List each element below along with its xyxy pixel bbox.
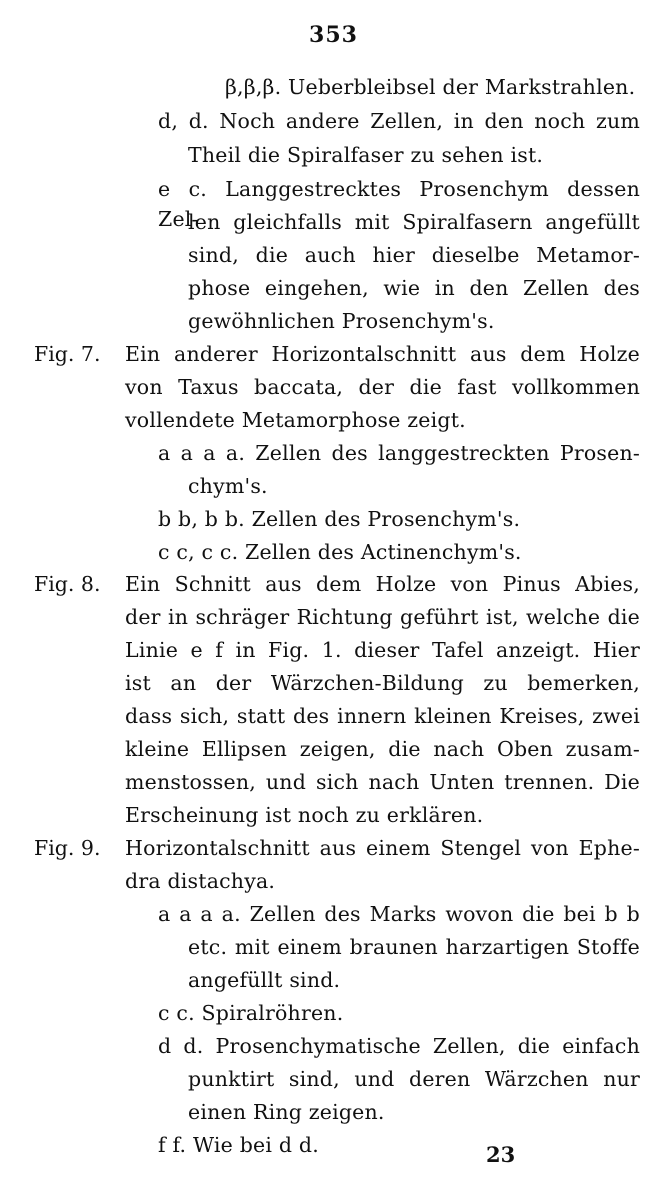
fig-8-label: Fig. 8.: [34, 572, 101, 596]
text-line: menstossen, und sich nach Unten trennen. Die: [125, 770, 640, 794]
text-line: punktirt sind, und deren Wärzchen nur: [188, 1067, 640, 1091]
text-line: b b, b b. Zellen des Prosenchym's.: [158, 507, 521, 531]
text-line: gewöhnlichen Prosenchym's.: [188, 309, 495, 333]
fig-7-label: Fig. 7.: [34, 342, 101, 366]
text-line: phose eingehen, wie in den Zellen des: [188, 276, 640, 300]
text-line: len gleichfalls mit Spiralfasern angefüllt: [188, 210, 640, 234]
text-line: Ein Schnitt aus dem Holze von Pinus Abies,: [125, 572, 640, 596]
text-line: e c. Langgestrecktes Prosenchym dessen Zel-: [158, 177, 640, 231]
text-line: kleine Ellipsen zeigen, die nach Oben zusam-: [125, 737, 640, 761]
text-line: sind, die auch hier dieselbe Metamor-: [188, 243, 640, 267]
text-line: der in schräger Richtung geführt ist, welche die: [125, 605, 640, 629]
text-line: ist an der Wärzchen-Bildung zu bemerken,: [125, 671, 640, 695]
text-line: c c, c c. Zellen des Actinenchym's.: [158, 540, 522, 564]
text-line: dra distachya.: [125, 869, 276, 893]
text-line: einen Ring zeigen.: [188, 1100, 385, 1124]
text-line: chym's.: [188, 474, 268, 498]
text-line: angefüllt sind.: [188, 968, 341, 992]
text-line: Horizontalschnitt aus einem Stengel von Ephe-: [125, 836, 640, 860]
text-line: c c. Spiralröhren.: [158, 1001, 344, 1025]
text-line: vollendete Metamorphose zeigt.: [125, 408, 466, 432]
text-line: a a a a. Zellen des langgestreckten Prosen-: [158, 441, 640, 465]
text-line: β,β,β. Ueberbleibsel der Markstrahlen.: [225, 75, 636, 99]
text-line: Linie e f in Fig. 1. dieser Tafel anzeigt. Hier: [125, 638, 640, 662]
text-line: Theil die Spiralfaser zu sehen ist.: [188, 143, 544, 167]
text-line: von Taxus baccata, der die fast vollkommen: [125, 375, 640, 399]
text-line: dass sich, statt des innern kleinen Kreises, zwei: [125, 704, 640, 728]
text-line: f f. Wie bei d d.: [158, 1133, 319, 1157]
text-line: d, d. Noch andere Zellen, in den noch zum: [158, 109, 640, 133]
text-line: a a a a. Zellen des Marks wovon die bei b b: [158, 902, 640, 926]
signature-mark: 23: [486, 1142, 516, 1167]
page-number: 353: [309, 22, 358, 48]
text-line: d d. Prosenchymatische Zellen, die einfach: [158, 1034, 640, 1058]
fig-9-label: Fig. 9.: [34, 836, 101, 860]
text-line: Erscheinung ist noch zu erklären.: [125, 803, 484, 827]
text-line: Ein anderer Horizontalschnitt aus dem Holze: [125, 342, 640, 366]
text-line: etc. mit einem braunen harzartigen Stoffe: [188, 935, 640, 959]
